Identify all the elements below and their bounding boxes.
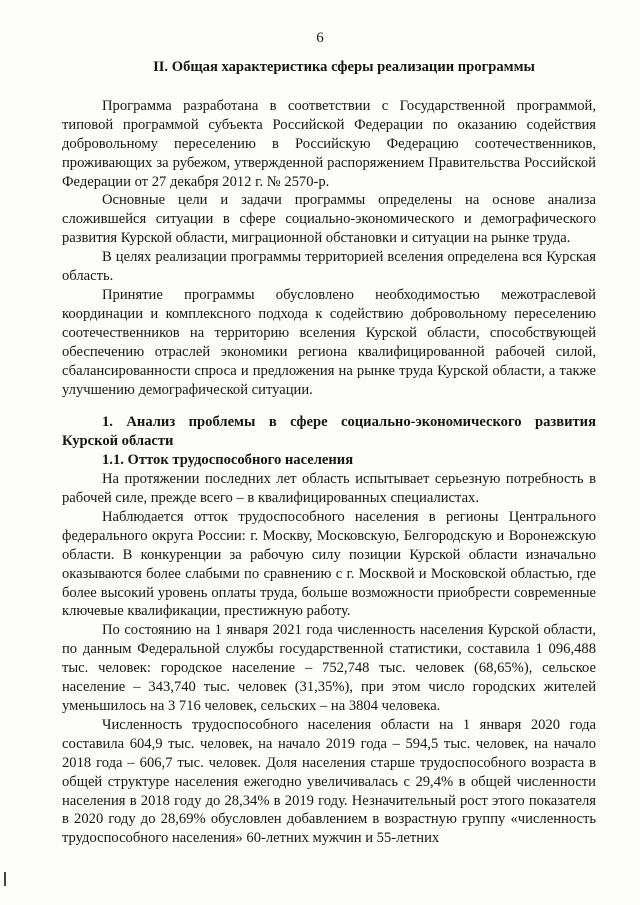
page-content: [62, 58, 596, 848]
subsection-title: 1.1. Отток трудоспособного населения: [102, 452, 354, 469]
paragraph: Наблюдается отток трудоспособного населения в регионы Центрального федерального округа России: г. Москву, Московскую, Белгородскую и Воронежскую области. В конкуренции за рабочую силу позиции Курской области изначально оказываются более слабыми по сравнению с г. Москвой и Московской областью, где более высокий уровень оплаты труда, больше возможности приобрести современные ключевые квалификации, престижную работу.: [62, 508, 596, 620]
paragraph: Численность трудоспособного населения области на 1 января 2020 года составила 604,9 тыс. человек, на начало 2019 года – 594,5 тыс. человек, на начало 2018 года – 606,7 тыс. человек. Доля населения старше трудоспособного возраста в общей структуре населения ежегодно увеличивалась с 29,4% в общей численности населения в 2018 году до 28,34% в 2019 году. Незначительный рост этого показателя в 2020 году до 28,69% обусловлен добавлением в возрастную группу «численность трудоспособного населения» 60-летних мужчин и 55-летних: [62, 716, 596, 847]
page-number: 6: [316, 30, 324, 46]
paragraph: В целях реализации программы территорией вселения определена вся Курская область.: [62, 249, 596, 285]
paragraph: На протяжении последних лет область испытывает серьезную потребность в рабочей силе, прежде всего – в квалифицированных специалистах.: [62, 471, 596, 507]
chapter-title: 1. Анализ проблемы в сфере социально-экономического развития Курской области: [62, 414, 596, 450]
paragraph: Программа разработана в соответствии с Государственной программой, типовой программой субъекта Российской Федерации по оказанию содействия добровольному переселению в Российскую Федерацию соотечественников, проживающих за рубежом, утвержденной распоряжением Правительства Российской Федерации от 27 декабря 2012 г. № 2570-р.: [62, 97, 596, 190]
paragraph: По состоянию на 1 января 2021 года численность населения Курской области, по данным Федеральной службы государственной статистики, составила 1 096,488 тыс. человек: городское население – 752,748 тыс. человек (68,65%), сельское население – 343,740 тыс. человек (31,35%), при этом число городских жителей уменьшилось на 3 716 человек, сельских – на 3804 человека.: [62, 622, 596, 714]
scan-margin-mark: [4, 872, 6, 886]
section-title: II. Общая характеристика сферы реализации программы: [153, 59, 535, 75]
paragraph: Основные цели и задачи программы определены на основе анализа сложившейся ситуации в сфере социально-экономического и демографического развития Курской области, миграционной обстановки и ситуации на рынке труда.: [62, 192, 596, 247]
paragraph: Принятие программы обусловлено необходимостью межотраслевой координации и комплексного подхода к содействию добровольному переселению соотечественников на территорию вселения Курской области, способствующей обеспечению отраслей экономики региона квалифицированной рабочей силой, сбалансированности спроса и предложения на рынке труда Курской области, а также улучшению демографической ситуации.: [62, 286, 596, 398]
